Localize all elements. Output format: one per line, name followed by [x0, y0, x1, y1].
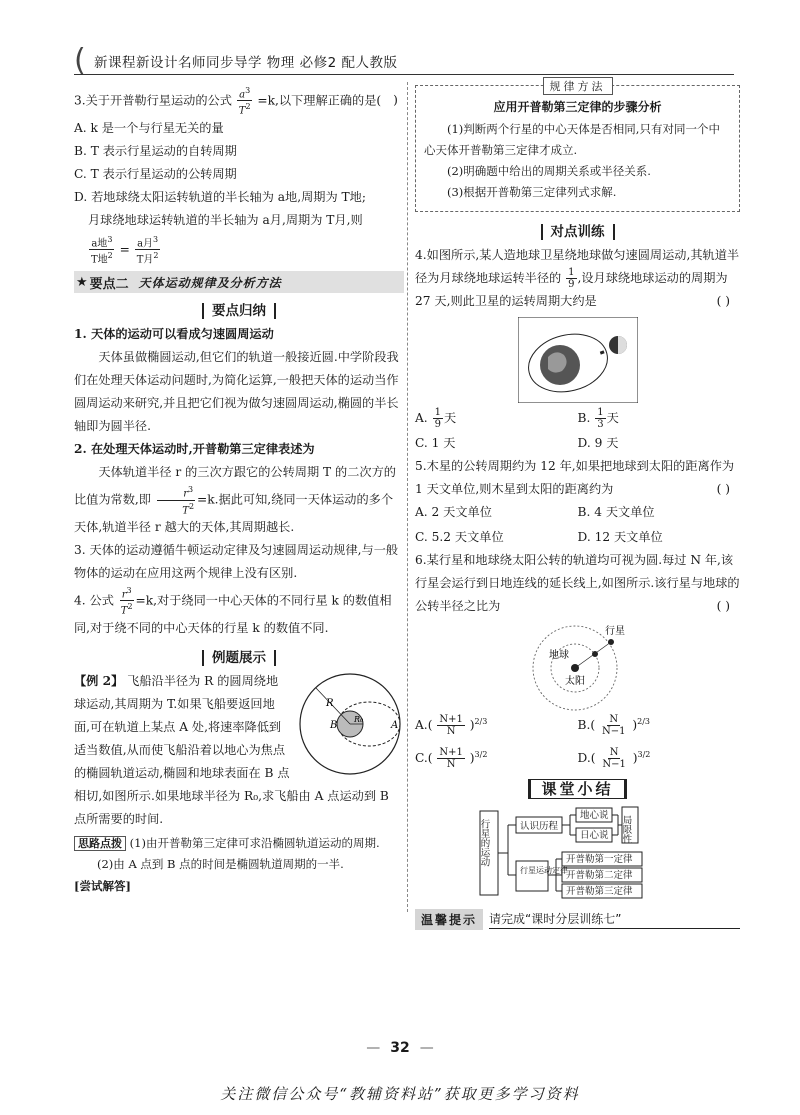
q6-b-num: N: [609, 714, 619, 725]
section-key-point-2: [74, 271, 404, 293]
q4-option-a-prefix: A.: [415, 411, 428, 425]
hint-2: (2)由 A 点到 B 点的时间是椭圆轨道周期的一半.: [97, 856, 344, 871]
method-line-3: (3)根据开普勒第三定律列式求解.: [447, 185, 617, 199]
hint-1: (1)由开普勒第三定律可求沿椭圆轨道运动的周期.: [129, 835, 380, 850]
q3-eq-left-num: a地: [91, 237, 108, 249]
q6-b-den: N−1: [601, 726, 626, 737]
training-heading: [415, 220, 740, 240]
fig-label-r0: R₀: [354, 714, 364, 724]
q4-answer-blank: ( ): [716, 294, 730, 308]
q6-options: [415, 714, 740, 770]
example-label: 【例 2】: [74, 673, 124, 688]
q5-option-c: C. 5.2 天文单位: [415, 530, 504, 544]
map-b1c: 局限性: [620, 815, 631, 844]
q3-option-b: B. T 表示行星运动的自转周期: [74, 143, 237, 158]
q5-option-a: A. 2 天文单位: [415, 505, 492, 519]
q4-frac-num: 1: [568, 267, 575, 278]
q5-option-d: D. 12 天文单位: [577, 530, 663, 544]
question-6: [415, 549, 740, 770]
q3-option-c: C. T 表示行星运动的公转周期: [74, 166, 237, 181]
point-2-body-b: =k.据此可知,绕同一天体运动的多个天体,轨道半径 r 越大的天体,其周期越长.: [74, 492, 394, 534]
orbits-figure: [523, 620, 633, 712]
left-column: [74, 85, 404, 896]
q6-d-exp: 3/2: [637, 749, 651, 759]
fig-label-a: A: [391, 719, 399, 731]
point-2-title: 2. 在处理天体运动时,开普勒第三定律表述为: [74, 442, 315, 457]
tip-text: 请完成“课时分层训练七”: [489, 910, 740, 929]
page-number-text: 32: [390, 1040, 410, 1056]
q3-option-d-1: D. 若地球绕太阳运转轨道的半长轴为 a地,周期为 T地;: [74, 189, 366, 204]
q3-option-d-2: 月球绕地球运转轨道的半长轴为 a月,周期为 T月,则: [88, 212, 363, 227]
q4-options: [415, 407, 740, 455]
q5-options: [415, 501, 740, 549]
q6-c-num: N+1: [439, 747, 463, 758]
method-title: 应用开普勒第三定律的步骤分析: [493, 100, 662, 114]
point-4-frac-num: r: [121, 589, 127, 601]
map-root: 行星的运动: [478, 819, 489, 867]
q5-option-b: B. 4 天文单位: [577, 505, 655, 519]
point-4-a: 4. 公式: [74, 593, 114, 608]
example-heading: [74, 646, 404, 666]
point-2-frac-den: T: [182, 504, 189, 516]
q4-option-a: [415, 407, 578, 430]
q4-frac-den: 9: [568, 279, 575, 290]
q3-stem-a: 3.关于开普勒行星运动的公式: [74, 93, 232, 108]
question-5: [415, 455, 740, 549]
point-4-b: =k,对于绕同一中心天体的不同行星 k 的数值相同,对于绕不同的中心天体的行星 k 的数值不同.: [74, 593, 392, 635]
q6-d-num: N: [609, 747, 619, 758]
q4-stem-b: ,设月球绕地球运动的周期为 27 天,则此卫星的运转周期大约是: [415, 271, 728, 308]
point-4: 4. 公式 $\frac{r^3}{T^2}$ =k,对于绕同一中心天体的不同行星 k 的数值相同,对于绕不同的中心天体的行星 k 的数值不同.: [74, 585, 392, 635]
point-2-body-a: 天体轨道半径 r 的三次方跟它的公转周期 T 的二次方的比值为常数,即: [74, 465, 396, 507]
q6-d-pre: D.: [577, 751, 591, 765]
training-heading-text: 对点训练: [541, 224, 615, 240]
fig-planet-label: 行星: [604, 626, 625, 637]
q6-c-den: N: [446, 759, 456, 770]
q4-option-b-den: 3: [597, 419, 604, 430]
example-heading-text: 例题展示: [202, 650, 276, 666]
q6-option-a: A.( $\frac{N+1}{N}$ )$^{2/3}$: [415, 714, 488, 737]
q6-a-exp: 2/3: [474, 716, 488, 726]
method-box: [415, 80, 740, 212]
q3-eq-right-den: T月: [136, 254, 154, 266]
q3-eq-equals: =: [119, 241, 130, 256]
class-summary-heading-text: 课堂小结: [528, 779, 626, 799]
tip-bar: [415, 909, 740, 930]
q3-stem-b: =k,以下理解正确的是(: [257, 93, 382, 108]
map-b2c: 开普勒第三定律: [565, 886, 633, 897]
q4-option-c: C. 1 天: [415, 436, 456, 450]
question-4: [415, 244, 740, 455]
map-b1a: 地心说: [579, 810, 609, 821]
q6-d-den: N−1: [602, 759, 626, 770]
fig-label-r: R: [326, 697, 334, 709]
q6-answer-blank: ( ): [716, 599, 730, 613]
q6-stem: 6.某行星和地球绕太阳公转的轨道均可视为圆.每过 N 年,该行星会运行到日地连线的延长线上,如图所示.该行星与地球的公转半径之比为: [415, 553, 740, 613]
point-2-frac-num: r: [183, 488, 188, 500]
q3-eq-right-num: a月: [137, 237, 154, 249]
summary-heading: [74, 299, 404, 319]
q3-formula: $\frac{a^3}{T^2}$: [238, 86, 251, 117]
q4-option-a-den: 9: [434, 419, 441, 430]
q6-b-pre: B.: [577, 718, 591, 732]
q4-option-b-suffix: 天: [606, 411, 619, 425]
question-3: [74, 85, 404, 265]
q6-option-d: D.( $\frac{N}{N-1}$ )$^{3/2}$: [577, 747, 651, 770]
map-b1b: 日心说: [579, 830, 609, 841]
summary-heading-text: 要点归纳: [202, 303, 276, 319]
map-b2a: 开普勒第一定律: [565, 854, 633, 865]
class-summary-heading: [415, 778, 740, 799]
page-number: — 32 —: [366, 1040, 434, 1056]
q4-option-b: [578, 407, 741, 430]
q5-stem: 5.木星的公转周期约为 12 年,如果把地球到太阳的距离作为 1 天文单位,则木星到太阳的距离约为: [415, 459, 735, 496]
hint-block: [74, 833, 404, 896]
q4-stem-a: 4.如图所示,某人造地球卫星绕地球做匀速圆周运动,其轨道半径为月球绕地球运转半径的: [415, 248, 740, 285]
point-3: 3. 天体的运动遵循牛顿运动定律及匀速圆周运动规律,与一般物体的运动在应用这两个规律上没有区别.: [74, 542, 399, 580]
method-line-2: (2)明确题中给出的周期关系或半径关系.: [447, 164, 651, 178]
example-body: 飞船沿半径为 R 的圆周绕地球运动,其周期为 T.如果飞船要返回地面,可在轨道上某点 A 处,将速率降低到适当数值,从而使飞船沿着以地心为焦点的椭圆轨道运动,椭圆和地球表面在 B 点相切,如图所示.如果地球半径为 R₀,求飞船由 A 点运动到 B 点所需要的时间.: [74, 673, 389, 826]
q6-option-b: B.( $\frac{N}{N-1}$ )$^{2/3}$: [577, 714, 650, 737]
map-b1: 认识历程: [519, 821, 558, 832]
q4-option-a-num: 1: [434, 407, 441, 418]
point-4-frac-den: T: [120, 605, 128, 617]
tip-label: 温馨提示: [415, 909, 483, 930]
hint-tag: 思路点拨: [74, 836, 126, 851]
q4-option-a-suffix: 天: [443, 411, 457, 425]
q6-a-den: N: [446, 726, 456, 737]
q5-answer-blank: ( ): [716, 482, 730, 496]
header-brace: (: [74, 43, 86, 78]
concept-map: [478, 805, 678, 901]
try-answer-tag: [尝试解答]: [74, 878, 131, 893]
q3-option-a: A. k 是一个与行星无关的量: [74, 120, 224, 135]
map-b2: 行星运动定律: [519, 866, 568, 875]
point-2-body: 天体轨道半径 r 的三次方跟它的公转周期 T 的二次方的比值为常数,即 $\frac{r^3}{T^2}$ =k.据此可知,绕同一天体运动的多个天体,轨道半径 r 越大的天体,其周期越长.: [74, 465, 396, 534]
section-desc: 天体运动规律及分析方法: [138, 275, 282, 290]
q4-option-d: D. 9 天: [577, 436, 619, 450]
q6-c-pre: C.: [415, 751, 428, 765]
column-divider: [407, 82, 408, 912]
method-tag: 规律方法: [543, 77, 613, 95]
fig-sun-label: 太阳: [564, 676, 585, 687]
q3-eq-left-den: T地: [91, 254, 108, 266]
method-line-1: (1)判断两个行星的中心天体是否相同,只有对同一个中心天体开普勒第三定律才成立.: [424, 122, 720, 157]
map-b2b: 开普勒第二定律: [565, 870, 633, 881]
q4-option-b-num: 1: [597, 407, 604, 418]
star-icon: ★: [76, 274, 88, 290]
q3-option-d-equation: $\frac{a地^3}{T地^2}$ = $\frac{a月^3}{T月^2}$: [91, 234, 159, 266]
q6-c-exp: 3/2: [474, 749, 488, 759]
q6-b-exp: 2/3: [637, 716, 650, 726]
q3-frac-den: T: [238, 105, 246, 117]
satellite-figure: [518, 317, 638, 403]
fig-label-b: B: [330, 719, 338, 731]
header-title: 新课程新设计名师同步导学 物理 必修2 配人教版: [94, 55, 398, 71]
orbit-figure: [296, 670, 404, 778]
section-key: 要点二: [89, 276, 129, 292]
q6-a-num: N+1: [439, 714, 463, 725]
right-column: [415, 80, 740, 930]
point-1-title: 1. 天体的运动可以看成匀速圆周运动: [74, 327, 274, 342]
q4-option-b-prefix: B.: [577, 411, 591, 425]
q3-frac-num: a: [239, 89, 246, 101]
q6-a-pre: A.: [415, 718, 428, 732]
footer-note: 关注微信公众号“教辅资料站”获取更多学习资料: [220, 1085, 580, 1103]
q3-stem-c: ): [393, 93, 398, 108]
point-1-body: 天体虽做椭圆运动,但它们的轨道一般接近圆.中学阶段我们在处理天体运动问题时,为简化运算,一般把天体的运动当作圆周运动来研究,并且把它们视为做匀速圆周运动,椭圆的半长轴即为圆半径.: [74, 350, 399, 434]
example-2: [74, 670, 404, 831]
fig-earth-label: 地球: [548, 650, 569, 661]
q6-option-c: C.( $\frac{N+1}{N}$ )$^{3/2}$: [415, 747, 488, 770]
page-header: [74, 43, 734, 78]
